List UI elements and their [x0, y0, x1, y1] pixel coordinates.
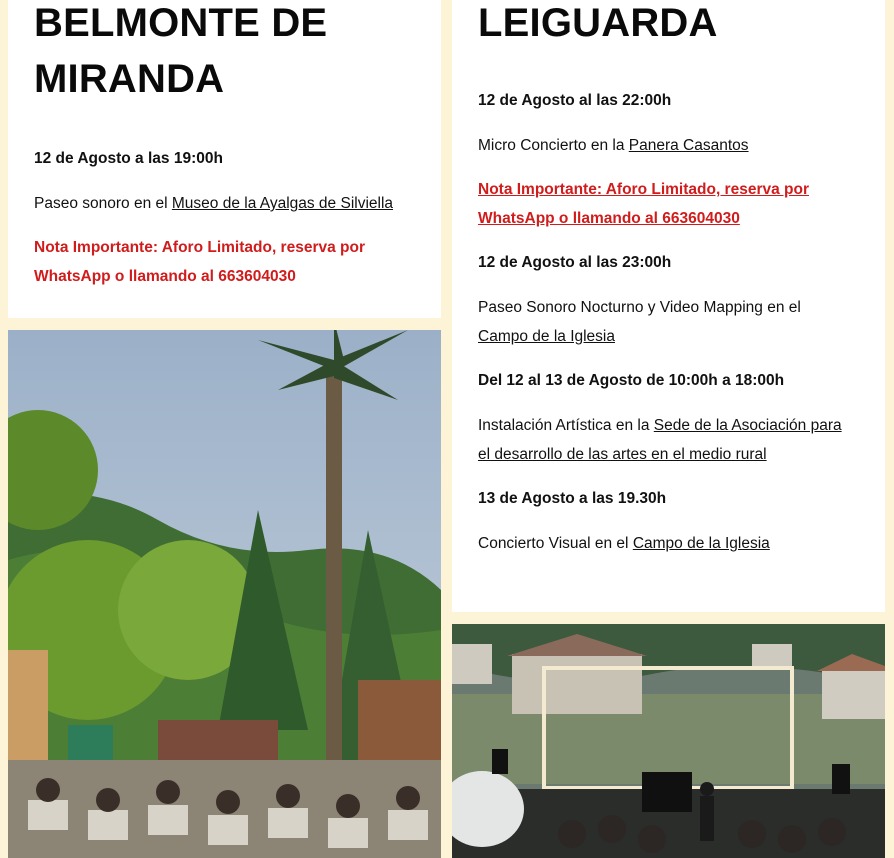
important-note: Nota Importante: Aforo Limitado, reserva por WhatsApp o llamando al 663604030 — [34, 239, 365, 285]
link-campo-iglesia-2[interactable]: Campo de la Iglesia — [632, 535, 770, 552]
event-date: 12 de Agosto al las 23:00h — [478, 254, 672, 271]
link-campo-iglesia[interactable]: Campo de la Iglesia — [478, 328, 615, 345]
photo-belmonte-concert — [8, 330, 441, 858]
event-description: Instalación Artística en la Sede de la Asociación para el desarrollo de las artes en el medio rural — [478, 417, 842, 463]
photo-leiguarda-concert — [452, 624, 885, 858]
title-leiguarda: LEIGUARDA — [478, 1, 718, 45]
link-museo-ayalgas[interactable]: Museo de la Ayalgas de Silviella — [171, 195, 394, 212]
event-date: 12 de Agosto al las 22:00h — [478, 92, 672, 109]
title-belmonte: BELMONTE DE MIRANDA — [34, 1, 328, 101]
event-description: Micro Concierto en la Panera Casantos — [478, 137, 749, 154]
event-date: 13 de Agosto a las 19.30h — [478, 490, 667, 507]
event-date: Del 12 al 13 de Agosto de 10:00h a 18:00h — [478, 372, 785, 389]
event-description: Paseo Sonoro Nocturno y Video Mapping en el Campo de la Iglesia — [478, 299, 801, 345]
event-date: 12 de Agosto a las 19:00h — [34, 150, 223, 167]
link-sede-asociacion[interactable]: Sede de la Asociación para — [653, 417, 842, 434]
link-sede-asociacion-cont[interactable]: el desarrollo de las artes en el medio rural — [478, 446, 767, 463]
card-leiguarda — [452, 0, 885, 612]
event-description: Concierto Visual en el Campo de la Iglesia — [478, 535, 770, 552]
link-panera-casantos[interactable]: Panera Casantos — [628, 137, 749, 154]
event-description: Paseo sonoro en el Museo de la Ayalgas de Silviella — [34, 195, 394, 212]
card-belmonte — [8, 0, 441, 318]
important-note-link[interactable]: Nota Importante: Aforo Limitado, reserva por WhatsApp o llamando al 663604030 — [478, 181, 809, 227]
